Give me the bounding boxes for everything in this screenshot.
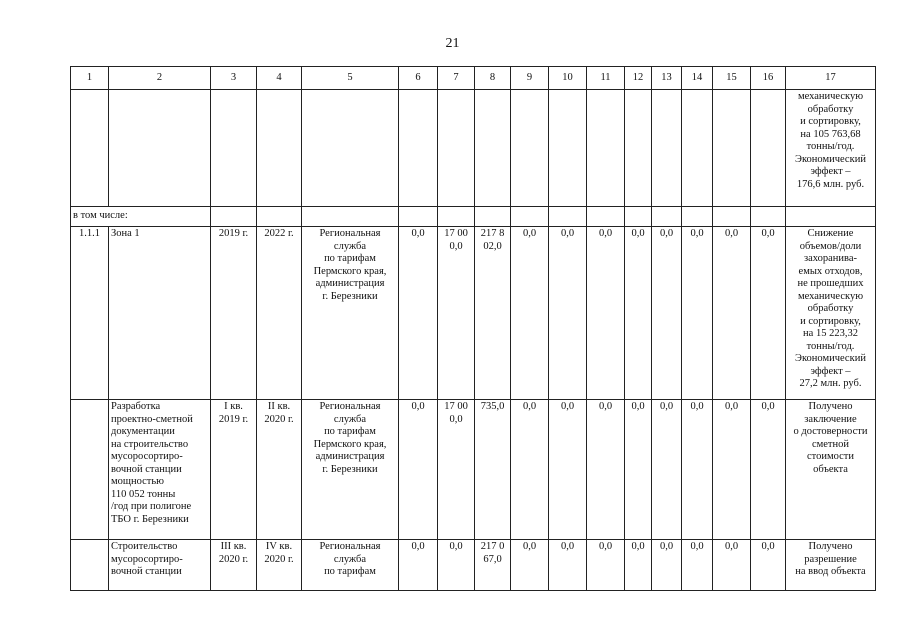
cell-line: 0,0 xyxy=(449,413,463,425)
cell-line: на строительство xyxy=(111,438,189,450)
cell-line: Получено xyxy=(808,541,853,552)
column-header: 7 xyxy=(438,67,475,90)
table-cell: 0,0 xyxy=(587,400,625,540)
cell-line: IV кв. xyxy=(265,541,293,552)
cell-line: /год при полигоне xyxy=(111,501,192,512)
cell-line: на 15 223,32 xyxy=(803,328,858,339)
table-cell xyxy=(211,540,257,591)
cell-line: 110 052 тонны xyxy=(111,488,176,500)
column-header: 11 xyxy=(587,67,625,90)
table-cell: 0,0 xyxy=(713,227,751,400)
column-header: 5 xyxy=(302,67,399,90)
cell-line: Получено xyxy=(808,401,853,412)
table-cell xyxy=(438,540,475,591)
cell-line: 02,0 xyxy=(483,240,502,252)
table-cell: 0,0 xyxy=(511,540,549,591)
table-cell xyxy=(475,227,511,400)
table-cell xyxy=(625,207,652,227)
table-cell xyxy=(682,207,713,227)
cell-line: Пермского края, xyxy=(313,438,387,450)
cell-line: о достоверности xyxy=(793,426,868,437)
table-cell: 0,0 xyxy=(399,540,438,591)
cell-line: 2022 г. xyxy=(264,228,294,239)
column-header: 9 xyxy=(511,67,549,90)
cell-line: обработку xyxy=(807,303,854,314)
table-cell xyxy=(682,90,713,207)
cell-line: 176,6 млн. руб. xyxy=(796,178,865,190)
table-cell: 1.1.1 xyxy=(71,227,109,400)
cell-line: 67,0 xyxy=(483,553,502,565)
table-cell: 0,0 xyxy=(751,400,786,540)
cell-line: 217 0 xyxy=(480,541,505,552)
column-header: 13 xyxy=(652,67,682,90)
table-cell xyxy=(211,207,257,227)
cell-line: ТБО г. Березники xyxy=(111,513,189,525)
cell-line: захоранива- xyxy=(803,253,858,264)
table-cell xyxy=(109,227,211,400)
table-cell: 0,0 xyxy=(713,540,751,591)
table-cell: 0,0 xyxy=(652,400,682,540)
table-cell: 0,0 xyxy=(751,540,786,591)
cell-line: Зона 1 xyxy=(111,228,140,239)
cell-line: 17 00 xyxy=(444,401,468,412)
cell-line: и сортировку, xyxy=(800,116,861,127)
cell-line: разрешение xyxy=(804,553,857,565)
table-cell xyxy=(786,540,876,591)
table-cell xyxy=(257,90,302,207)
table-row xyxy=(71,400,876,540)
cell-line: 0,0 xyxy=(449,541,463,552)
cell-line: емых отходов, xyxy=(798,265,863,277)
subheader-row xyxy=(71,207,876,227)
table-cell xyxy=(652,207,682,227)
cell-line: Пермского края, xyxy=(313,265,387,277)
cell-line: Экономический xyxy=(795,153,866,165)
column-header: 10 xyxy=(549,67,587,90)
column-header: 4 xyxy=(257,67,302,90)
table-cell xyxy=(786,207,876,227)
cell-line: Экономический xyxy=(795,353,866,364)
table-cell: 0,0 xyxy=(549,227,587,400)
table-cell xyxy=(302,90,399,207)
cell-line: проектно-сметной xyxy=(111,413,193,425)
cell-line: 2019 г. xyxy=(218,228,249,239)
table-cell: 0,0 xyxy=(682,400,713,540)
cell-line: тонны/год. xyxy=(806,340,855,352)
cell-line: мусоросортиро- xyxy=(111,553,183,565)
table-row xyxy=(71,227,876,400)
cell-line: по тарифам xyxy=(324,253,376,264)
cell-line: служба xyxy=(333,553,367,565)
table-cell xyxy=(475,207,511,227)
table-cell xyxy=(302,400,399,540)
table-cell xyxy=(438,90,475,207)
table-cell xyxy=(302,207,399,227)
table-cell: 0,0 xyxy=(625,540,652,591)
table-cell: 0,0 xyxy=(587,540,625,591)
table-cell xyxy=(399,90,438,207)
cell-line: заключение xyxy=(804,413,857,425)
table-cell xyxy=(257,207,302,227)
table-cell: 0,0 xyxy=(549,540,587,591)
cell-line: на ввод объекта xyxy=(795,566,866,577)
column-header: 1 xyxy=(71,67,109,90)
cell-line: г. Березники xyxy=(322,290,378,302)
cell-line: служба xyxy=(333,413,367,425)
cell-line: служба xyxy=(333,240,367,252)
cell-line: документации xyxy=(111,426,175,437)
cell-line: мусоросортиро- xyxy=(111,451,183,462)
cell-line: по тарифам xyxy=(324,566,376,577)
cell-line: 2020 г. xyxy=(218,553,249,565)
data-table xyxy=(70,66,876,591)
table-cell: 0,0 xyxy=(587,227,625,400)
cell-line: Региональная xyxy=(319,228,381,239)
cell-line: Разработка xyxy=(111,401,161,412)
cell-line: I кв. xyxy=(224,401,243,412)
table-cell xyxy=(625,90,652,207)
cell-line: III кв. xyxy=(220,541,247,552)
cell-line: II кв. xyxy=(267,401,291,412)
cell-line: администрация xyxy=(315,451,385,462)
cell-line: г. Березники xyxy=(322,463,378,475)
table-cell xyxy=(549,90,587,207)
cell-line: эффект – xyxy=(810,166,851,177)
table-cell xyxy=(211,90,257,207)
table-cell: 0,0 xyxy=(399,227,438,400)
column-header: 15 xyxy=(713,67,751,90)
cell-line: вочной станции xyxy=(111,566,182,577)
table-cell xyxy=(71,540,109,591)
cell-line: стоимости xyxy=(806,451,854,462)
header-row xyxy=(71,67,876,90)
table-cell xyxy=(399,207,438,227)
cell-line: механическую xyxy=(797,290,864,302)
cell-line: и сортировку, xyxy=(800,315,861,327)
cell-line: Снижение xyxy=(807,228,854,239)
cell-line: 2019 г. xyxy=(218,413,249,425)
table-cell xyxy=(302,227,399,400)
continuation-row xyxy=(71,90,876,207)
column-header: 2 xyxy=(109,67,211,90)
table-cell: 0,0 xyxy=(625,400,652,540)
table-cell xyxy=(475,400,511,540)
table-cell: 0,0 xyxy=(625,227,652,400)
cell-line: механическую xyxy=(797,91,864,102)
table-cell: 0,0 xyxy=(652,540,682,591)
table-cell xyxy=(211,227,257,400)
table-cell xyxy=(71,90,109,207)
column-header: 3 xyxy=(211,67,257,90)
cell-line: обработку xyxy=(807,103,854,115)
cell-line: объемов/доли xyxy=(799,240,862,252)
table-cell: 0,0 xyxy=(511,227,549,400)
table-cell xyxy=(475,90,511,207)
column-header: 17 xyxy=(786,67,876,90)
table-cell xyxy=(751,90,786,207)
cell-line: 0,0 xyxy=(449,240,463,252)
cell-line: по тарифам xyxy=(324,426,376,437)
table-cell xyxy=(438,400,475,540)
table-cell xyxy=(587,207,625,227)
table-cell xyxy=(257,400,302,540)
cell-line: 17 00 xyxy=(444,228,468,239)
cell-line: не прошедших xyxy=(797,278,864,289)
table-cell: 0,0 xyxy=(652,227,682,400)
cell-line: вочной станции xyxy=(111,463,182,475)
cell-line: тонны/год. xyxy=(806,141,855,152)
column-header: 14 xyxy=(682,67,713,90)
table-cell xyxy=(257,540,302,591)
table-cell xyxy=(786,400,876,540)
cell-line: Региональная xyxy=(319,541,381,552)
table-cell: 0,0 xyxy=(549,400,587,540)
table-cell: 0,0 xyxy=(399,400,438,540)
table-cell xyxy=(713,207,751,227)
table-cell: 0,0 xyxy=(713,400,751,540)
cell-line: администрация xyxy=(315,278,385,289)
table-cell xyxy=(109,90,211,207)
table-cell xyxy=(713,90,751,207)
cell-line: сметной xyxy=(811,438,850,450)
cell-line: Региональная xyxy=(319,401,381,412)
table-row xyxy=(71,540,876,591)
table-cell xyxy=(511,207,549,227)
table-cell xyxy=(71,400,109,540)
cell-line: эффект – xyxy=(810,365,851,377)
cell-line: 2020 г. xyxy=(264,553,294,565)
table-cell: 0,0 xyxy=(682,227,713,400)
table-cell xyxy=(587,90,625,207)
table-cell: 0,0 xyxy=(682,540,713,591)
cell-line: 27,2 млн. руб. xyxy=(799,378,862,389)
table-cell xyxy=(511,90,549,207)
table-cell xyxy=(786,90,876,207)
table-cell xyxy=(475,540,511,591)
cell-line: мощностью xyxy=(111,476,164,487)
column-header: 16 xyxy=(751,67,786,90)
cell-line: 217 8 xyxy=(480,228,505,239)
table-cell xyxy=(257,227,302,400)
cell-line: Строительство xyxy=(111,541,178,552)
table-cell xyxy=(751,207,786,227)
cell-line: объекта xyxy=(813,463,848,475)
cell-line: 2020 г. xyxy=(264,413,294,425)
cell-line: 735,0 xyxy=(480,401,505,412)
table-cell xyxy=(438,207,475,227)
table-cell xyxy=(109,540,211,591)
table-cell xyxy=(302,540,399,591)
table-cell xyxy=(211,400,257,540)
table-cell: 0,0 xyxy=(751,227,786,400)
page-number: 21 xyxy=(445,36,460,51)
table-cell xyxy=(438,227,475,400)
table-cell xyxy=(549,207,587,227)
column-header: 6 xyxy=(399,67,438,90)
subheader-label: в том числе: xyxy=(71,207,211,227)
cell-line: на 105 763,68 xyxy=(800,128,861,140)
table-cell xyxy=(786,227,876,400)
column-header: 12 xyxy=(625,67,652,90)
table-cell: 0,0 xyxy=(511,400,549,540)
column-header: 8 xyxy=(475,67,511,90)
table-cell xyxy=(109,400,211,540)
table-cell xyxy=(652,90,682,207)
